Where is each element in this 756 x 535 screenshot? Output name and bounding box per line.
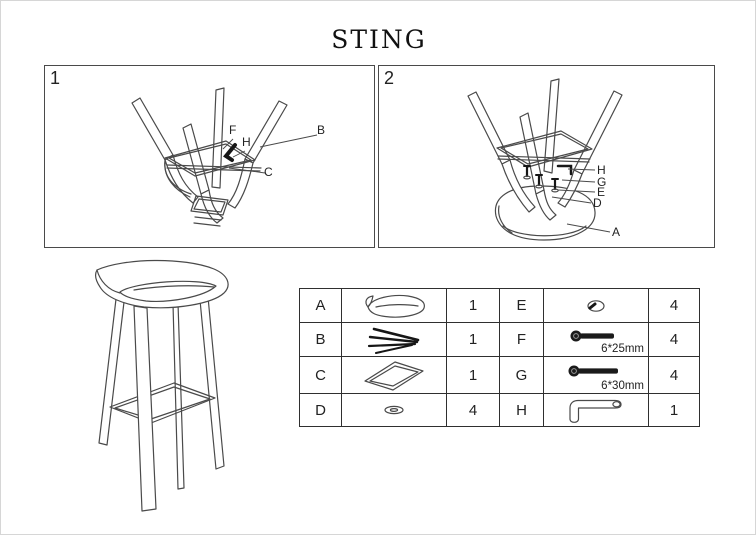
seat-icon — [342, 289, 446, 322]
callout-E: E — [597, 185, 606, 199]
part-letter-cell: F — [500, 323, 544, 357]
callout-C: C — [264, 165, 273, 179]
part-letter-cell: B — [300, 323, 342, 357]
leg-group — [132, 88, 287, 223]
washer-icon — [342, 394, 446, 426]
step-1-drawing — [45, 66, 376, 249]
part-icon-cell — [544, 323, 649, 357]
part-qty-cell: 1 — [649, 394, 700, 427]
callout-D: D — [593, 196, 602, 210]
page-title: STING — [331, 25, 427, 54]
part-letter-cell: E — [500, 289, 544, 323]
part-letter-cell: C — [300, 357, 342, 394]
part-letter-cell: A — [300, 289, 342, 323]
part-qty-cell: 4 — [649, 357, 700, 394]
leg-bundle-icon — [342, 323, 446, 356]
part-qty-cell: 4 — [649, 323, 700, 357]
part-letter-cell: G — [500, 357, 544, 394]
bolt-size-label: 6*30mm — [601, 380, 644, 393]
part-qty-cell: 4 — [649, 289, 700, 323]
parts-list-table — [299, 288, 700, 427]
part-icon-cell — [544, 357, 649, 394]
step-number: 1 — [50, 68, 61, 88]
footrest-assembly — [191, 196, 228, 226]
part-letter-cell: H — [500, 394, 544, 427]
part-icon-cell — [544, 289, 649, 323]
allen-key-icon — [544, 394, 648, 426]
part-letter-cell: D — [300, 394, 342, 427]
callout-G: G — [597, 175, 607, 189]
part-icon-cell — [544, 394, 649, 427]
stool-drawing — [74, 257, 259, 525]
allen-key-in-use — [558, 166, 571, 174]
table-row — [300, 394, 700, 427]
callout-H: H — [242, 135, 251, 149]
footrest-ring — [110, 383, 215, 423]
footrest-frame-icon — [342, 357, 446, 393]
part-qty-cell: 1 — [447, 357, 500, 394]
callout-B: B — [317, 123, 326, 137]
step-2-drawing — [379, 66, 716, 249]
part-icon-cell — [342, 394, 447, 427]
table-row — [300, 323, 700, 357]
part-qty-cell: 1 — [447, 323, 500, 357]
callout-F: F — [229, 123, 237, 137]
part-icon-cell — [342, 289, 447, 323]
part-icon-cell — [342, 357, 447, 394]
part-qty-cell: 4 — [447, 394, 500, 427]
callout-H: H — [597, 163, 606, 177]
table-row — [300, 289, 700, 323]
callout-A: A — [612, 225, 621, 239]
table-row — [300, 357, 700, 394]
step-number: 2 — [384, 68, 395, 88]
part-qty-cell: 1 — [447, 289, 500, 323]
front-leg — [134, 306, 156, 511]
finished-stool-figure — [74, 257, 259, 525]
part-icon-cell — [342, 323, 447, 357]
bolt-size-label: 6*25mm — [601, 343, 644, 356]
assembly-step-1-panel — [44, 65, 375, 248]
assembly-step-2-panel — [378, 65, 715, 248]
leg-group — [99, 297, 224, 489]
lock-washer-icon — [544, 289, 648, 322]
